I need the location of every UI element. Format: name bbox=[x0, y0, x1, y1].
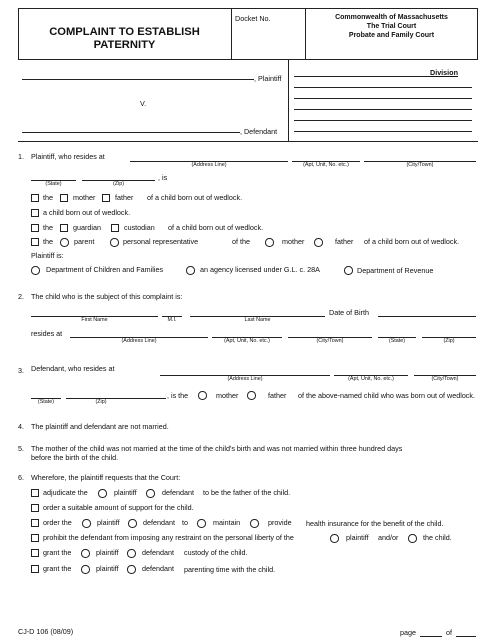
division-address-line-4[interactable] bbox=[294, 120, 472, 121]
section4-number: 4. bbox=[18, 422, 24, 431]
label-order-the: order the bbox=[43, 518, 72, 527]
label-personal-rep: personal representative bbox=[123, 237, 199, 246]
header-divider-1 bbox=[231, 8, 232, 60]
label-father: father bbox=[268, 391, 287, 400]
label-defendant: defendant bbox=[142, 548, 174, 557]
label-father: father bbox=[115, 193, 134, 202]
radio-defendant-mother[interactable] bbox=[198, 391, 207, 400]
checkbox-mother[interactable] bbox=[60, 194, 68, 202]
label-child-born: a child born out of wedlock. bbox=[43, 208, 131, 217]
sub-last-name-label: Last Name bbox=[244, 317, 271, 323]
sub-state-label: (State) bbox=[37, 399, 55, 405]
label-guardian: guardian bbox=[73, 223, 101, 232]
label-grant-the: grant the bbox=[43, 548, 72, 557]
sub-city-label: (City/Town) bbox=[316, 338, 344, 344]
page-label: page bbox=[400, 628, 416, 637]
is-label: , is bbox=[158, 173, 168, 182]
label-the: the bbox=[43, 193, 53, 202]
label-and-or: and/or bbox=[378, 533, 399, 542]
label-of-the: of the bbox=[232, 237, 250, 246]
label-mother: mother bbox=[282, 237, 305, 246]
label-mother: mother bbox=[216, 391, 239, 400]
label-custodian: custodian bbox=[124, 223, 155, 232]
radio-defendant-father[interactable] bbox=[247, 391, 256, 400]
sub-first-name-label: First Name bbox=[81, 317, 108, 323]
sub-zip-label: (Zip) bbox=[112, 181, 125, 187]
label-row1-tail: of a child born out of wedlock. bbox=[147, 193, 243, 202]
radio-adjudicate-defendant[interactable] bbox=[146, 489, 155, 498]
checkbox-child[interactable] bbox=[31, 209, 39, 217]
section6-number: 6. bbox=[18, 473, 24, 482]
label-dor: Department of Revenue bbox=[357, 266, 434, 275]
label-r6-tail: parenting time with the child. bbox=[184, 565, 276, 574]
checkbox-support[interactable] bbox=[31, 504, 39, 512]
radio-parenting-plaintiff[interactable] bbox=[81, 565, 90, 574]
division-address-line-1[interactable] bbox=[294, 87, 472, 88]
label-maintain: maintain bbox=[213, 518, 241, 527]
sub-zip-label: (Zip) bbox=[443, 338, 455, 344]
page-number-field[interactable] bbox=[420, 636, 442, 637]
label-plaintiff: plaintiff bbox=[96, 564, 119, 573]
form-title-line1: COMPLAINT TO ESTABLISH bbox=[49, 26, 200, 38]
section3-text: Defendant, who resides at bbox=[31, 364, 115, 373]
checkbox-health-insurance[interactable] bbox=[31, 519, 39, 527]
label-provide: provide bbox=[268, 518, 292, 527]
sub-apt-label: (Apt, Unit, No. etc.) bbox=[303, 162, 349, 168]
label-plaintiff: plaintiff bbox=[97, 518, 120, 527]
checkbox-guardian-custodian[interactable] bbox=[31, 224, 39, 232]
sub-apt-label: (Apt, Unit, No. etc.) bbox=[348, 376, 394, 382]
label-prohibit: prohibit the defendant from imposing any restraint on the personal liberty of the bbox=[43, 533, 294, 542]
radio-custody-plaintiff[interactable] bbox=[81, 549, 90, 558]
label-grant-the: grant the bbox=[43, 564, 72, 573]
radio-parent[interactable] bbox=[60, 238, 69, 247]
radio-adjudicate-plaintiff[interactable] bbox=[98, 489, 107, 498]
label-the: the bbox=[43, 237, 53, 246]
label-agency: an agency licensed under G.L. c. 28A bbox=[200, 265, 320, 274]
sub-apt-label: (Apt, Unit, No. etc.) bbox=[224, 338, 270, 344]
docket-number-field[interactable] bbox=[233, 24, 303, 58]
division-address-line-2[interactable] bbox=[294, 98, 472, 99]
page-total-field[interactable] bbox=[456, 636, 476, 637]
resides-at-label: resides at bbox=[31, 329, 63, 338]
label-the: the bbox=[43, 223, 53, 232]
radio-maintain[interactable] bbox=[197, 519, 206, 528]
section3-number: 3. bbox=[18, 366, 24, 375]
division-address-line-3[interactable] bbox=[294, 109, 472, 110]
section5-number: 5. bbox=[18, 444, 24, 453]
label-r1-tail: to be the father of the child. bbox=[203, 488, 291, 497]
label-r3-tail: health insurance for the benefit of the child. bbox=[306, 519, 444, 528]
sub-state-label: (State) bbox=[45, 181, 62, 187]
docket-label: Docket No. bbox=[235, 14, 271, 23]
label-dcf: Department of Children and Families bbox=[46, 265, 164, 274]
label-parent: parent bbox=[74, 237, 95, 246]
dob-label: Date of Birth bbox=[329, 308, 369, 317]
label-father: father bbox=[335, 237, 354, 246]
radio-provide[interactable] bbox=[250, 519, 259, 528]
section2-text: The child who is the subject of this complaint is: bbox=[31, 292, 183, 301]
radio-mother[interactable] bbox=[265, 238, 274, 247]
radio-personal-rep[interactable] bbox=[110, 238, 119, 247]
checkbox-plaintiff-parent[interactable] bbox=[31, 194, 39, 202]
plaintiff-name-field[interactable] bbox=[22, 79, 254, 80]
sub-address-label: (Address Line) bbox=[227, 376, 263, 382]
label-row3-tail: of a child born out of wedlock. bbox=[168, 223, 264, 232]
versus-label: V. bbox=[140, 99, 147, 108]
label-support: order a suitable amount of support for the child. bbox=[43, 503, 194, 512]
sub-address-label: (Address Line) bbox=[121, 338, 157, 344]
checkbox-parenting-time[interactable] bbox=[31, 565, 39, 573]
plaintiff-label: , Plaintiff bbox=[254, 74, 282, 83]
checkbox-custody[interactable] bbox=[31, 549, 39, 557]
label-mother: mother bbox=[73, 193, 96, 202]
defendant-name-field[interactable] bbox=[22, 132, 240, 133]
radio-dor[interactable] bbox=[344, 266, 353, 275]
label-row4-tail: of a child born out of wedlock. bbox=[364, 237, 460, 246]
label-defendant: defendant bbox=[142, 564, 174, 573]
label-plaintiff: plaintiff bbox=[114, 488, 137, 497]
court-line2: The Trial Court bbox=[366, 23, 417, 30]
checkbox-guardian[interactable] bbox=[60, 224, 68, 232]
sub-mi-label: M.I. bbox=[167, 317, 177, 323]
section1-text: Plaintiff, who resides at bbox=[31, 152, 105, 161]
radio-father[interactable] bbox=[314, 238, 323, 247]
form-id: CJ-D 106 (08/09) bbox=[18, 627, 74, 636]
checkbox-custodian[interactable] bbox=[111, 224, 119, 232]
sub-state-label: (State) bbox=[388, 338, 406, 344]
section2-number: 2. bbox=[18, 292, 24, 301]
defendant-label: , Defendant bbox=[240, 127, 278, 136]
form-title-line2: PATERNITY bbox=[93, 39, 156, 51]
is-the-label: , is the bbox=[167, 391, 189, 400]
section5-line1: The mother of the child was not married at the time of the child's birth and was not married within three hundred days bbox=[31, 444, 403, 453]
division-field[interactable] bbox=[294, 76, 430, 77]
label-defendant: defendant bbox=[143, 518, 175, 527]
caption-bottom-rule bbox=[18, 141, 478, 142]
sub-city-label: (City/Town) bbox=[431, 376, 459, 382]
radio-parenting-defendant[interactable] bbox=[127, 565, 136, 574]
checkbox-restraint[interactable] bbox=[31, 534, 39, 542]
radio-insurance-plaintiff[interactable] bbox=[82, 519, 91, 528]
label-plaintiff: plaintiff bbox=[346, 533, 369, 542]
label-the-child: the child. bbox=[423, 533, 452, 542]
caption-divider bbox=[288, 60, 289, 142]
plaintiff-is-label: Plaintiff is: bbox=[31, 251, 64, 260]
label-to: to bbox=[182, 518, 188, 527]
dob-field[interactable] bbox=[378, 316, 476, 317]
label-defendant: defendant bbox=[162, 488, 194, 497]
sub-zip-label: (Zip) bbox=[95, 399, 107, 405]
checkbox-father[interactable] bbox=[102, 194, 110, 202]
radio-restraint-child[interactable] bbox=[408, 534, 417, 543]
label-r5-tail: custody of the child. bbox=[184, 548, 248, 557]
court-line3: Probate and Family Court bbox=[348, 32, 435, 39]
radio-insurance-defendant[interactable] bbox=[128, 519, 137, 528]
radio-restraint-plaintiff[interactable] bbox=[330, 534, 339, 543]
label-plaintiff: plaintiff bbox=[96, 548, 119, 557]
sub-address-label: (Address Line) bbox=[191, 162, 227, 168]
division-address-line-5[interactable] bbox=[294, 131, 472, 132]
sub-city-label: (City/Town) bbox=[406, 162, 434, 168]
checkbox-adjudicate[interactable] bbox=[31, 489, 39, 497]
division-label: Division bbox=[430, 68, 458, 77]
court-line1: Commonwealth of Massachusetts bbox=[335, 14, 448, 21]
label-adjudicate: adjudicate the bbox=[43, 488, 88, 497]
section6-text: Wherefore, the plaintiff requests that the Court: bbox=[31, 473, 181, 482]
section1-number: 1. bbox=[18, 152, 24, 161]
section5-line2: before the birth of the child. bbox=[31, 453, 119, 462]
of-label: of bbox=[446, 628, 452, 637]
label-section3-tail: of the above-named child who was born out of wedlock. bbox=[298, 391, 475, 400]
radio-dcf[interactable] bbox=[31, 266, 40, 275]
section4-text: The plaintiff and defendant are not married. bbox=[31, 422, 169, 431]
radio-custody-defendant[interactable] bbox=[127, 549, 136, 558]
checkbox-parent-rep[interactable] bbox=[31, 238, 39, 246]
radio-agency[interactable] bbox=[186, 266, 195, 275]
